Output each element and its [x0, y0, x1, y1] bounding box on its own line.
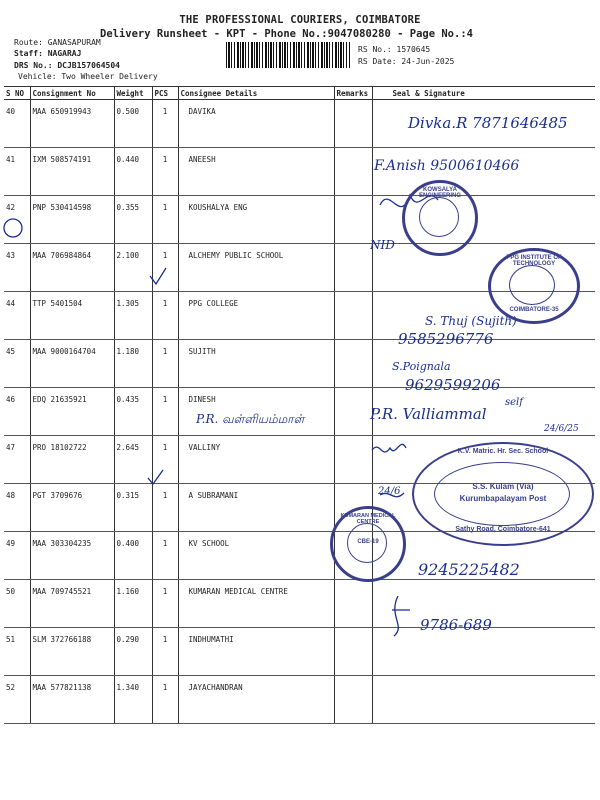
cell-weight: 0.435	[114, 388, 152, 436]
col-remarks: Remarks	[334, 87, 372, 100]
scribble-r49	[380, 493, 404, 497]
cell-sno: 46	[4, 388, 30, 436]
vehicle-label: Vehicle: Two Wheeler Delivery	[18, 72, 158, 81]
cell-sno: 50	[4, 580, 30, 628]
cell-sno: 48	[4, 484, 30, 532]
cell-consignee: DINESH	[178, 388, 334, 436]
col-weight: Weight	[114, 87, 152, 100]
cell-consignment: PNP 530414598	[30, 196, 114, 244]
stamp-koushalya: KOWSALYA ENGINEERING	[402, 180, 478, 256]
cell-consignment: MAA 709745521	[30, 580, 114, 628]
rs-date: RS Date: 24-Jun-2025	[358, 57, 455, 66]
cell-weight: 0.400	[114, 532, 152, 580]
cell-consignee: KOUSHALYA ENG	[178, 196, 334, 244]
cell-weight: 0.290	[114, 628, 152, 676]
date-r47: 24/6/25	[544, 424, 579, 434]
company-title: THE PROFESSIONAL COURIERS, COIMBATORE	[179, 14, 421, 26]
cell-consignment: MAA 9000164704	[30, 340, 114, 388]
circle-mark-r43	[4, 219, 22, 237]
cell-consignment: PRO 18102722	[30, 436, 114, 484]
cell-weight: 2.100	[114, 244, 152, 292]
cell-pcs: 1	[152, 148, 178, 196]
cell-weight: 1.180	[114, 340, 152, 388]
cell-weight: 0.355	[114, 196, 152, 244]
cell-pcs: 1	[152, 340, 178, 388]
phone-r52: 9786-689	[420, 616, 492, 634]
cell-sno: 51	[4, 628, 30, 676]
cell-sno: 47	[4, 436, 30, 484]
cell-sno: 45	[4, 340, 30, 388]
runsheet-title: Delivery Runsheet - KPT - Phone No.:9047080280 - Page No.:4	[100, 28, 473, 40]
cell-consignee: KUMARAN MEDICAL CENTRE	[178, 580, 334, 628]
cell-consignment: PGT 3709676	[30, 484, 114, 532]
col-consignment: Consignment No	[30, 87, 114, 100]
cell-sno: 52	[4, 676, 30, 724]
cell-sno: 40	[4, 100, 30, 148]
cell-consignee: ANEESH	[178, 148, 334, 196]
cell-sno: 44	[4, 292, 30, 340]
cell-weight: 1.160	[114, 580, 152, 628]
drs-number: DRS No.: DCJB157064504	[14, 61, 120, 70]
cell-consignment: MAA 650919943	[30, 100, 114, 148]
signature-r40: Divka.R 7871646485	[408, 114, 568, 132]
cell-pcs: 1	[152, 100, 178, 148]
cell-consignee: INDHUMATHI	[178, 628, 334, 676]
cell-consignee: A SUBRAMANI	[178, 484, 334, 532]
stamp-kv-school: K.V. Matric. Hr. Sec. School S.S. Kulam (Via) Kurumbapalayam Post Sathy Road, Coimbatore-641	[412, 442, 594, 546]
stamp-kumaran: KUMARAN MEDICAL CENTRE CBE-19	[330, 506, 406, 582]
self-note: self	[505, 397, 523, 408]
cell-consignment: TTP 5401504	[30, 292, 114, 340]
cell-consignment: IXM 508574191	[30, 148, 114, 196]
cell-consignment: MAA 577821138	[30, 676, 114, 724]
staff-label: Staff: NAGARAJ	[14, 49, 82, 58]
cell-pcs: 1	[152, 532, 178, 580]
cell-pcs: 1	[152, 388, 178, 436]
cell-consignee: PPG COLLEGE	[178, 292, 334, 340]
cell-consignee: VALLINY	[178, 436, 334, 484]
scribble-r48	[372, 444, 406, 452]
signature-r47: P.R. Valliammal	[370, 405, 487, 423]
tamil-signature-r47: P.R. வள்ளியம்மாள்	[196, 412, 305, 426]
phone-r46: 9629599206	[405, 376, 501, 394]
cell-consignment: SLM 372766188	[30, 628, 114, 676]
tick-mark-r44	[150, 268, 166, 284]
cell-pcs: 1	[152, 196, 178, 244]
cell-consignee: DAVIKA	[178, 100, 334, 148]
cell-sno: 43	[4, 244, 30, 292]
cell-pcs: 1	[152, 628, 178, 676]
rs-number: RS No.: 1570645	[358, 45, 431, 54]
signature-r45: S. Thuj (Sujith)	[425, 314, 517, 328]
cell-pcs: 1	[152, 580, 178, 628]
cell-consignment: MAA 303304235	[30, 532, 114, 580]
cell-consignee: KV SCHOOL	[178, 532, 334, 580]
cell-pcs: 1	[152, 676, 178, 724]
tick-mark-r49	[148, 470, 163, 484]
phone-r45: 9585296776	[398, 330, 494, 348]
signature-r41: F.Anish 9500610466	[374, 158, 520, 174]
cell-weight: 1.340	[114, 676, 152, 724]
cell-pcs: 1	[152, 436, 178, 484]
signature-r46: S.Poignala	[392, 360, 451, 373]
col-signature: Seal & Signature	[372, 87, 595, 100]
cell-pcs: 1	[152, 292, 178, 340]
cell-consignee: JAYACHANDRAN	[178, 676, 334, 724]
route-label: Route: GANASAPURAM	[14, 38, 101, 47]
cell-sno: 49	[4, 532, 30, 580]
cell-weight: 2.645	[114, 436, 152, 484]
cell-consignment: MAA 706984864	[30, 244, 114, 292]
cell-weight: 0.440	[114, 148, 152, 196]
phone-r51: 9245225482	[418, 560, 520, 579]
cell-pcs: 1	[152, 484, 178, 532]
cell-consignment: EDQ 21635921	[30, 388, 114, 436]
cell-sno: 41	[4, 148, 30, 196]
scribble-r52	[392, 596, 410, 636]
date-r49: 24/6	[378, 486, 401, 497]
cell-weight: 0.500	[114, 100, 152, 148]
col-pcs: PCS	[152, 87, 178, 100]
stamp-ppg: PPG INSTITUTE OF TECHNOLOGY COIMBATORE-35	[488, 248, 580, 324]
cell-pcs: 1	[152, 244, 178, 292]
cell-consignee: SUJITH	[178, 340, 334, 388]
cell-sno: 42	[4, 196, 30, 244]
cell-consignee: ALCHEMY PUBLIC SCHOOL	[178, 244, 334, 292]
cell-weight: 1.305	[114, 292, 152, 340]
col-sno: S NO	[4, 87, 30, 100]
cell-weight: 0.315	[114, 484, 152, 532]
col-consignee: Consignee Details	[178, 87, 334, 100]
remark-r43: NID	[370, 238, 395, 252]
